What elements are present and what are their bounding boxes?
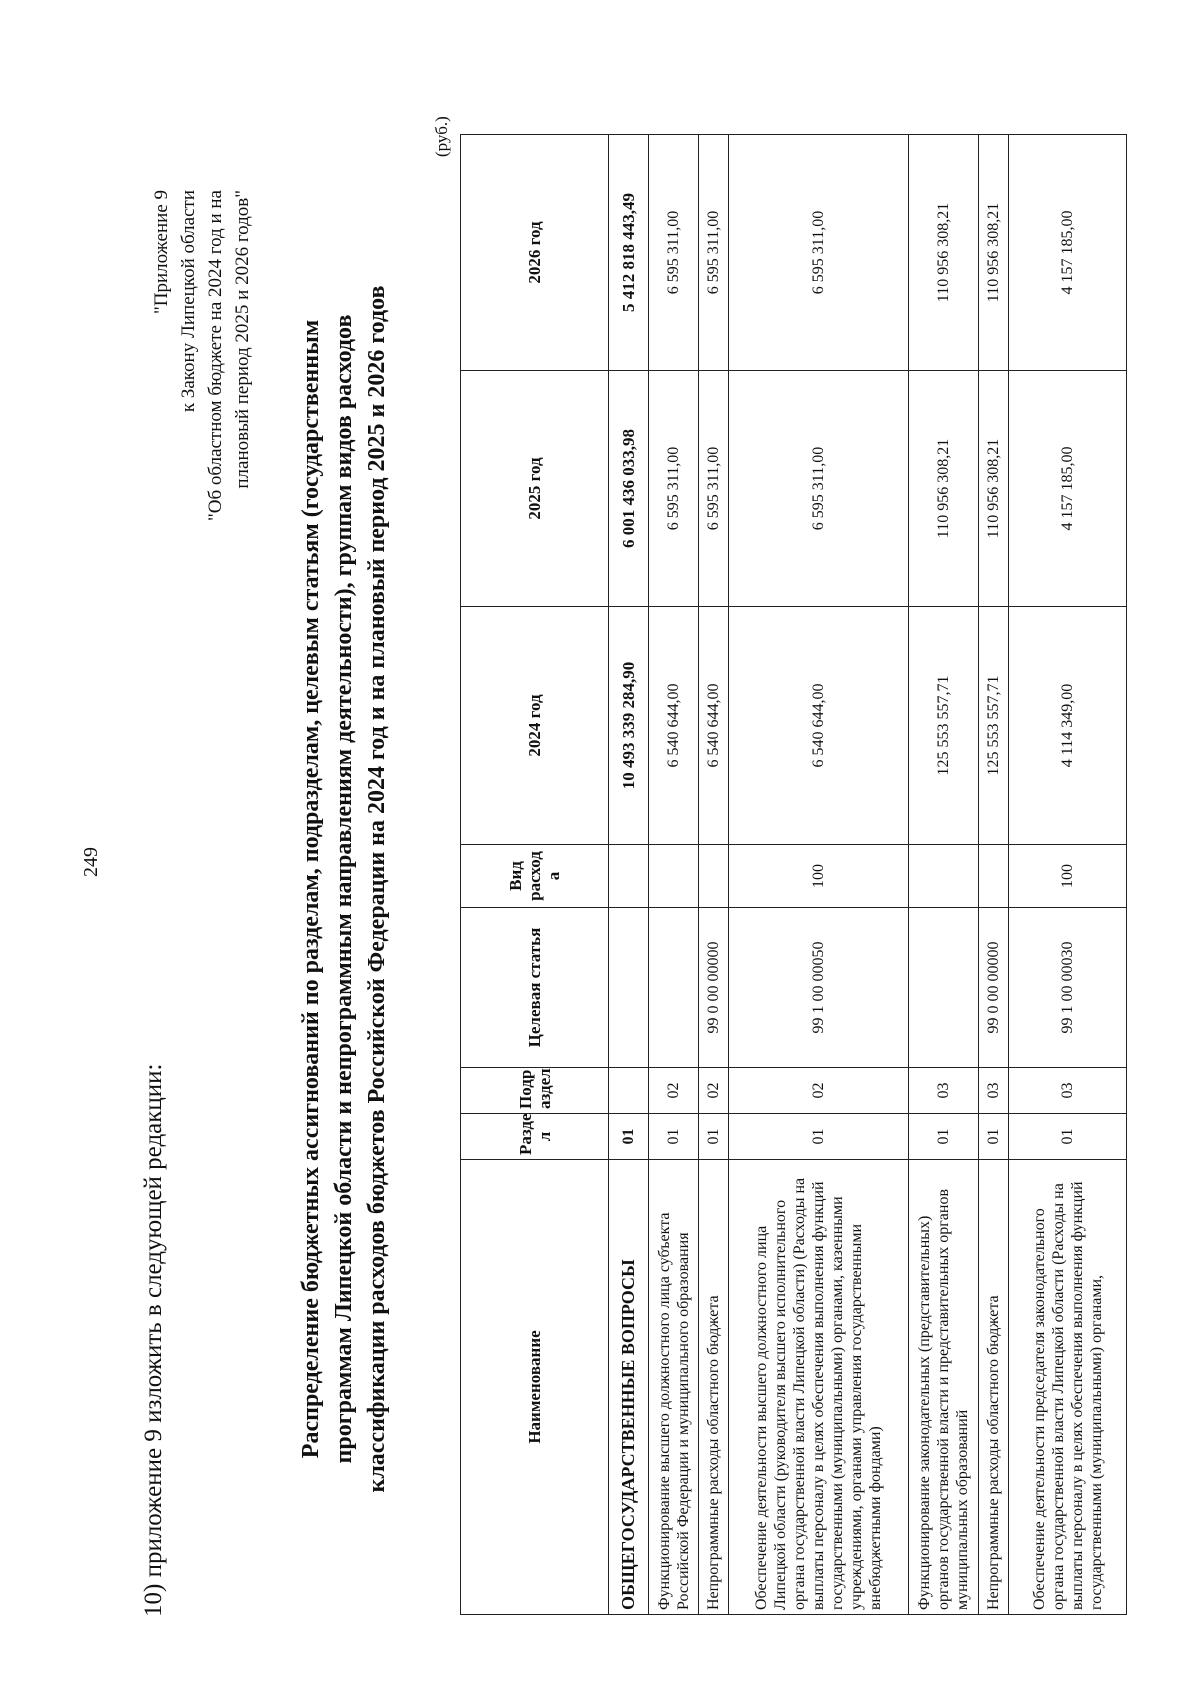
appendix-header bbox=[148, 190, 256, 750]
appendix-line-4: плановый период 2025 и 2026 годов" bbox=[232, 190, 253, 489]
row-2026: 6 595 311,00 bbox=[699, 135, 729, 371]
row-2026: 110 956 308,21 bbox=[979, 135, 1009, 371]
col-header-razdel: Разде л bbox=[461, 1114, 609, 1160]
page-number: 249 bbox=[80, 847, 102, 877]
col-header-2026: 2026 год bbox=[461, 135, 609, 371]
appendix-line-2: к Закону Липецкой области bbox=[178, 190, 199, 413]
table-row bbox=[729, 135, 909, 1615]
row-2025: 6 595 311,00 bbox=[649, 371, 699, 607]
row-target: 99 0 00 00000 bbox=[979, 908, 1009, 1068]
row-target: 99 0 00 00000 bbox=[699, 908, 729, 1068]
col-header-2025: 2025 год bbox=[461, 371, 609, 607]
title-line-1: Распределение бюджетных ассигнований по разделам, подразделам, целевым статьям (государственным bbox=[298, 319, 324, 1459]
appendix-line-1: "Приложение 9 bbox=[151, 190, 172, 314]
appendix-line-3: "Об областном бюджете на 2024 год и на bbox=[205, 190, 226, 521]
row-vid bbox=[609, 845, 649, 908]
table-header-row bbox=[461, 135, 609, 1615]
row-vid bbox=[909, 845, 979, 908]
row-podrazdel: 03 bbox=[909, 1068, 979, 1114]
col-header-target: Целевая статья bbox=[461, 908, 609, 1068]
col-header-vid: Вид расход а bbox=[461, 845, 609, 908]
row-name: Функционирование высшего должностного лица субъекта Российской Федерации и муниципального образования bbox=[649, 1160, 699, 1615]
row-podrazdel: 03 bbox=[1009, 1068, 1127, 1114]
intro-text: 10) приложение 9 изложить в следующей редакции: bbox=[140, 1063, 167, 1617]
table-row bbox=[1009, 135, 1127, 1615]
row-podrazdel bbox=[609, 1068, 649, 1114]
table-row bbox=[699, 135, 729, 1615]
row-name: Обеспечение деятельности председателя законодательного органа государственной власти Липецкой области (Расходы на выплаты персоналу в целях обеспечения выполнения функций государственными (муниципальными) органами, bbox=[1009, 1160, 1127, 1615]
col-header-podrazdel: Подр аздел bbox=[461, 1068, 609, 1114]
table-row bbox=[609, 135, 649, 1615]
table-row bbox=[649, 135, 699, 1615]
row-podrazdel: 02 bbox=[649, 1068, 699, 1114]
row-2026: 6 595 311,00 bbox=[649, 135, 699, 371]
row-name: ОБЩЕГОСУДАРСТВЕННЫЕ ВОПРОСЫ bbox=[609, 1160, 649, 1615]
row-2026: 5 412 818 443,49 bbox=[609, 135, 649, 371]
row-target bbox=[649, 908, 699, 1068]
row-2024: 6 540 644,00 bbox=[729, 607, 909, 845]
row-vid bbox=[699, 845, 729, 908]
row-2026: 6 595 311,00 bbox=[729, 135, 909, 371]
row-2025: 6 001 436 033,98 bbox=[609, 371, 649, 607]
row-2025: 6 595 311,00 bbox=[729, 371, 909, 607]
title-line-2: программам Липецкой области и непрограммным направлениям деятельности), группам видов расходов bbox=[331, 314, 357, 1464]
table-row bbox=[979, 135, 1009, 1615]
row-podrazdel: 03 bbox=[979, 1068, 1009, 1114]
row-target bbox=[909, 908, 979, 1068]
budget-table bbox=[460, 134, 1127, 1615]
row-2025: 6 595 311,00 bbox=[699, 371, 729, 607]
row-2026: 4 157 185,00 bbox=[1009, 135, 1127, 371]
row-target bbox=[609, 908, 649, 1068]
row-razdel: 01 bbox=[729, 1114, 909, 1160]
row-vid: 100 bbox=[729, 845, 909, 908]
row-2024: 125 553 557,71 bbox=[909, 607, 979, 845]
row-2024: 125 553 557,71 bbox=[979, 607, 1009, 845]
col-header-name: Наименование bbox=[461, 1160, 609, 1615]
row-razdel: 01 bbox=[979, 1114, 1009, 1160]
row-2024: 6 540 644,00 bbox=[649, 607, 699, 845]
row-vid: 100 bbox=[1009, 845, 1127, 908]
row-2024: 4 114 349,00 bbox=[1009, 607, 1127, 845]
row-name: Обеспечение деятельности высшего должностного лица Липецкой области (руководителя высшего исполнительного органа государственной власти Липецкой области) (Расходы на выплаты персоналу в целях обеспечения выполнения функций государственными (муниципальными) органами, казенными учреждениями, органами управления государственными внебюджетными фондами) bbox=[729, 1160, 909, 1615]
col-header-2024: 2024 год bbox=[461, 607, 609, 845]
table-row bbox=[909, 135, 979, 1615]
row-vid bbox=[649, 845, 699, 908]
row-razdel: 01 bbox=[1009, 1114, 1127, 1160]
row-razdel: 01 bbox=[609, 1114, 649, 1160]
row-2024: 6 540 644,00 bbox=[699, 607, 729, 845]
row-razdel: 01 bbox=[649, 1114, 699, 1160]
row-name: Непрограммные расходы областного бюджета bbox=[979, 1160, 1009, 1615]
row-vid bbox=[979, 845, 1009, 908]
row-2025: 4 157 185,00 bbox=[1009, 371, 1127, 607]
row-2025: 110 956 308,21 bbox=[979, 371, 1009, 607]
title-line-3: классификации расходов бюджетов Российской Федерации на 2024 год и на плановый период 2025 и 2026 годов bbox=[364, 285, 390, 1493]
row-razdel: 01 bbox=[909, 1114, 979, 1160]
row-2025: 110 956 308,21 bbox=[909, 371, 979, 607]
row-name: Непрограммные расходы областного бюджета bbox=[699, 1160, 729, 1615]
row-target: 99 1 00 00030 bbox=[1009, 908, 1127, 1068]
row-target: 99 1 00 00050 bbox=[729, 908, 909, 1068]
unit-label: (руб.) bbox=[432, 116, 451, 157]
row-name: Функционирование законодательных (представительных) органов государственной власти и представительных органов муниципальных образований bbox=[909, 1160, 979, 1615]
row-2026: 110 956 308,21 bbox=[909, 135, 979, 371]
row-podrazdel: 02 bbox=[729, 1068, 909, 1114]
row-podrazdel: 02 bbox=[699, 1068, 729, 1114]
row-razdel: 01 bbox=[699, 1114, 729, 1160]
document-title bbox=[295, 169, 394, 1609]
row-2024: 10 493 339 284,90 bbox=[609, 607, 649, 845]
